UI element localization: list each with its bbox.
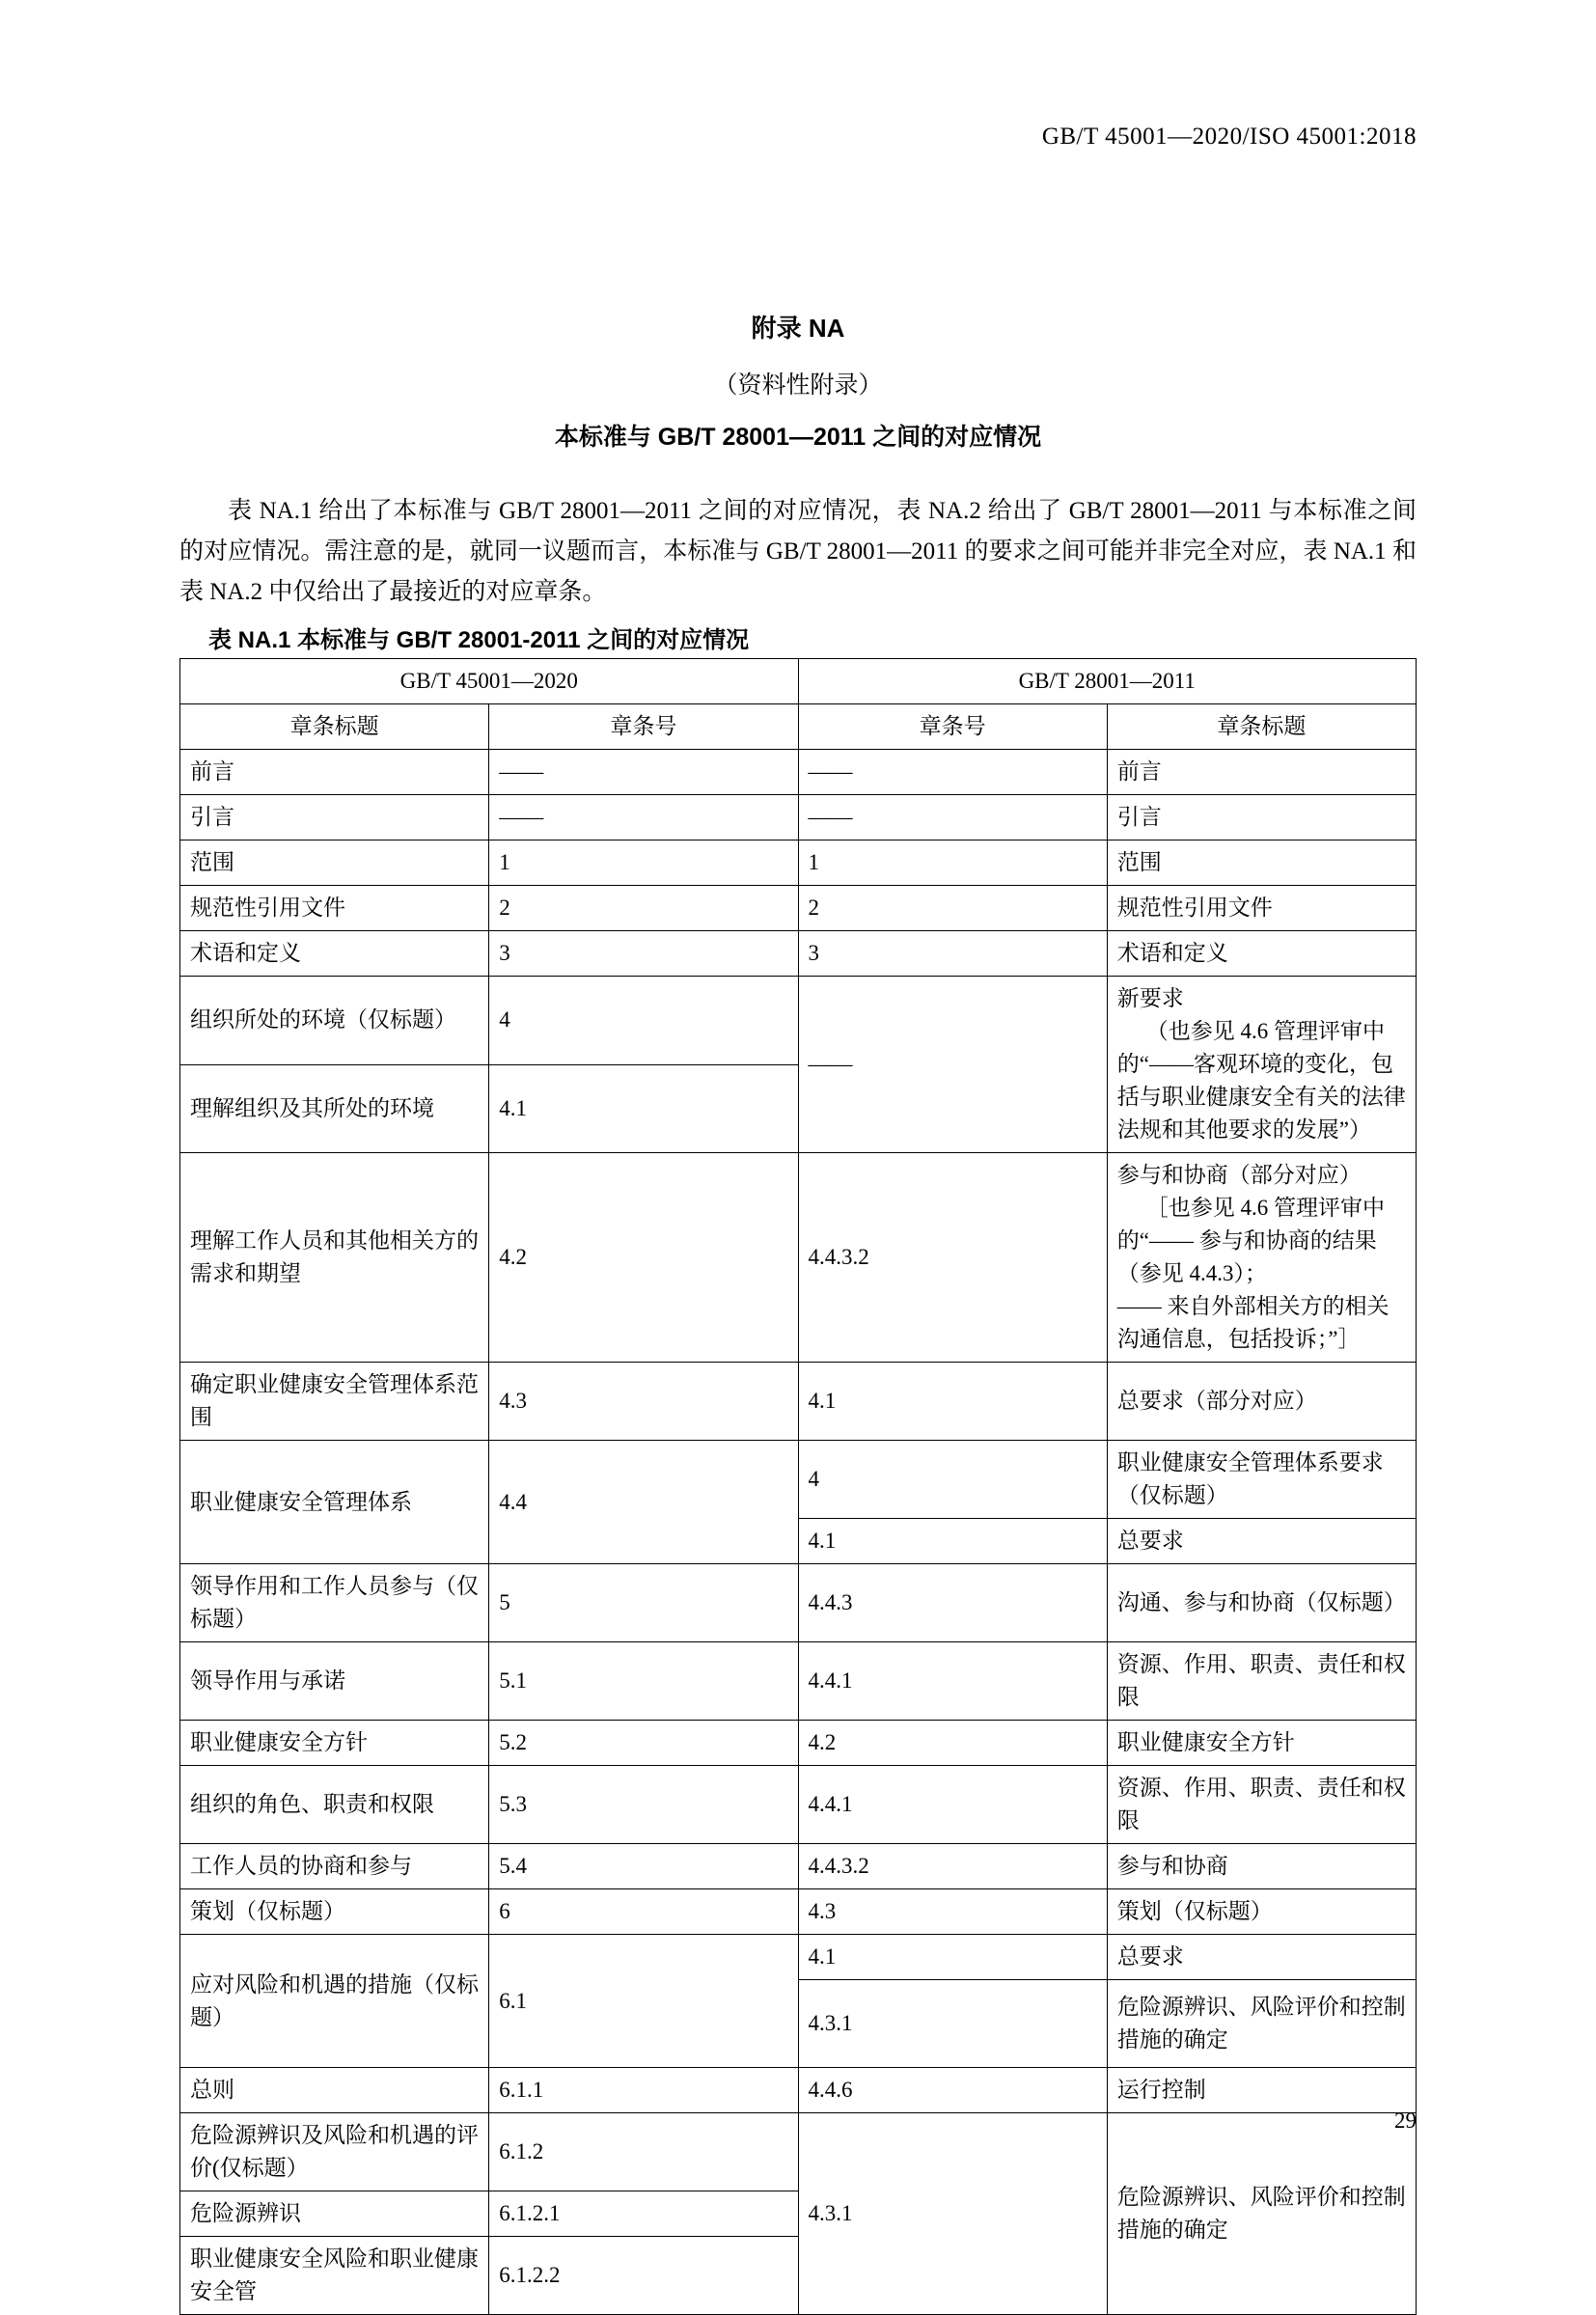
annex-heading: 本标准与 GB/T 28001—2011 之间的对应情况 (554, 424, 1042, 451)
cell-right-no: —— (798, 795, 1107, 841)
annex-subtitle: （资料性附录） (713, 372, 883, 399)
cell-right-no: 4.4.3.2 (798, 1844, 1107, 1889)
col-header-right-no: 章条号 (798, 704, 1107, 750)
table-row (180, 1935, 1417, 1980)
cell-right-title (1107, 1153, 1416, 1363)
cell-left-no: —— (489, 750, 798, 795)
cell-left-no: 5.3 (489, 1766, 798, 1844)
cell-right-title: 策划（仅标题） (1107, 1889, 1416, 1935)
cell-left-no: 2 (489, 886, 798, 931)
cell-left-no: 4 (489, 977, 798, 1065)
cell-right-title: 总要求 (1107, 1519, 1416, 1564)
cell-right-no: 4.3 (798, 1889, 1107, 1935)
cell-left-no: 5.2 (489, 1721, 798, 1766)
correspondence-table (179, 658, 1417, 2315)
cell-left-title: 前言 (180, 750, 489, 795)
table-caption: 表 NA.1 本标准与 GB/T 28001-2011 之间的对应情况 (208, 627, 750, 653)
cell-left-title: 总则 (180, 2068, 489, 2113)
cell-right-title: 规范性引用文件 (1107, 886, 1416, 931)
cell-right-title-merged (1107, 977, 1416, 1153)
cell-right-title: 引言 (1107, 795, 1416, 841)
cell-left-title: 规范性引用文件 (180, 886, 489, 931)
merged-line-2: ［也参见 4.6 管理评审中的“—— 参与和协商的结果（参见 4.4.3）； (1116, 1196, 1385, 1285)
cell-right-title: 危险源辨识、风险评价和控制措施的确定 (1107, 1980, 1416, 2068)
table-row (180, 2068, 1417, 2113)
table-row (180, 1721, 1417, 1766)
cell-right-no: 4.1 (798, 1935, 1107, 1980)
group-header-left: GB/T 45001—2020 (180, 659, 799, 704)
cell-left-no: 5 (489, 1564, 798, 1642)
cell-left-title: 应对风险和机遇的措施（仅标题） (180, 1935, 489, 2068)
cell-right-no: 4.4.6 (798, 2068, 1107, 2113)
cell-left-no: 6.1 (489, 1935, 798, 2068)
annex-title: 附录 NA (751, 314, 845, 343)
cell-right-no: 4.4.3.2 (798, 1153, 1107, 1363)
page-content (179, 309, 1417, 2315)
cell-right-title: 参与和协商 (1107, 1844, 1416, 1889)
cell-right-no: 4 (798, 1441, 1107, 1519)
page-header: GB/T 45001—2020/ISO 45001:2018 (1041, 124, 1417, 150)
cell-right-title: 职业健康安全方针 (1107, 1721, 1416, 1766)
cell-left-no: —— (489, 795, 798, 841)
table-row (180, 1363, 1417, 1441)
cell-left-no: 6.1.2.1 (489, 2191, 798, 2237)
page-number: 29 (1394, 2108, 1417, 2133)
table-row (180, 795, 1417, 841)
table-row (180, 841, 1417, 886)
cell-right-no: 4.2 (798, 1721, 1107, 1766)
cell-right-no: 1 (798, 841, 1107, 886)
cell-left-title: 领导作用和工作人员参与（仅标题） (180, 1564, 489, 1642)
cell-left-title: 工作人员的协商和参与 (180, 1844, 489, 1889)
cell-right-title: 前言 (1107, 750, 1416, 795)
col-header-right-title: 章条标题 (1107, 704, 1416, 750)
cell-left-title: 理解组织及其所处的环境 (180, 1064, 489, 1153)
cell-right-no: 4.1 (798, 1363, 1107, 1441)
cell-left-no: 4.1 (489, 1064, 798, 1153)
cell-right-no: 4.1 (798, 1519, 1107, 1564)
table-row (180, 977, 1417, 1065)
merged-line-1: 新要求 (1116, 986, 1184, 1010)
cell-right-title: 资源、作用、职责、责任和权限 (1107, 1642, 1416, 1721)
cell-left-title: 引言 (180, 795, 489, 841)
cell-right-no: 4.3.1 (798, 1980, 1107, 2068)
cell-left-title: 职业健康安全方针 (180, 1721, 489, 1766)
cell-right-no: 4.4.1 (798, 1642, 1107, 1721)
cell-right-no: 4.4.1 (798, 1766, 1107, 1844)
cell-left-no: 4.2 (489, 1153, 798, 1363)
cell-left-no: 5.1 (489, 1642, 798, 1721)
cell-right-no: 3 (798, 931, 1107, 977)
cell-right-no-merged: 4.3.1 (798, 2113, 1107, 2315)
col-header-left-no: 章条号 (489, 704, 798, 750)
cell-left-title: 理解工作人员和其他相关方的需求和期望 (180, 1153, 489, 1363)
col-header-left-title: 章条标题 (180, 704, 489, 750)
cell-left-title: 组织所处的环境（仅标题） (180, 977, 489, 1065)
cell-right-title: 范围 (1107, 841, 1416, 886)
cell-right-no: 4.4.3 (798, 1564, 1107, 1642)
cell-left-title: 范围 (180, 841, 489, 886)
cell-right-title: 沟通、参与和协商（仅标题） (1107, 1564, 1416, 1642)
cell-left-no: 6.1.2 (489, 2113, 798, 2191)
cell-left-title: 职业健康安全风险和职业健康安全管 (180, 2237, 489, 2315)
cell-right-no: 2 (798, 886, 1107, 931)
cell-right-title: 术语和定义 (1107, 931, 1416, 977)
table-row (180, 1564, 1417, 1642)
cell-left-title: 术语和定义 (180, 931, 489, 977)
cell-left-title: 危险源辨识及风险和机遇的评价(仅标题） (180, 2113, 489, 2191)
table-row (180, 1441, 1417, 1519)
merged-line-1: 参与和协商（部分对应） (1116, 1163, 1362, 1187)
cell-left-title: 危险源辨识 (180, 2191, 489, 2237)
table-row (180, 750, 1417, 795)
table-group-header-row (180, 659, 1417, 704)
cell-right-title: 总要求（部分对应） (1107, 1363, 1416, 1441)
cell-left-title: 策划（仅标题） (180, 1889, 489, 1935)
cell-left-no: 3 (489, 931, 798, 977)
cell-left-title: 领导作用与承诺 (180, 1642, 489, 1721)
merged-line-3: —— 来自外部相关方的相关沟通信息，包括投诉；”］ (1116, 1294, 1390, 1351)
table-row (180, 1766, 1417, 1844)
intro-paragraph: 表 NA.1 给出了本标准与 GB/T 28001—2011 之间的对应情况，表 NA.2 给出了 GB/T 28001—2011 与本标准之间的对应情况。需注意的是，就同一议题而言，本标准与 GB/T 28001—2011 的要求之间可能并非完全对应，表 NA.1 和表 NA.2 中仅给出了最接近的对应章条。 (179, 498, 1417, 605)
table-row (180, 1889, 1417, 1935)
cell-right-no-merged: —— (798, 977, 1107, 1153)
cell-left-no: 4.4 (489, 1441, 798, 1564)
table-row (180, 886, 1417, 931)
cell-left-no: 6.1.2.2 (489, 2237, 798, 2315)
cell-left-no: 4.3 (489, 1363, 798, 1441)
cell-right-title-merged: 危险源辨识、风险评价和控制措施的确定 (1107, 2113, 1416, 2315)
cell-right-title: 职业健康安全管理体系要求（仅标题） (1107, 1441, 1416, 1519)
cell-right-title: 资源、作用、职责、责任和权限 (1107, 1766, 1416, 1844)
table-row (180, 1844, 1417, 1889)
group-header-right: GB/T 28001—2011 (798, 659, 1417, 704)
cell-left-no: 6 (489, 1889, 798, 1935)
cell-right-no: —— (798, 750, 1107, 795)
cell-left-no: 5.4 (489, 1844, 798, 1889)
cell-left-title: 职业健康安全管理体系 (180, 1441, 489, 1564)
cell-left-title: 确定职业健康安全管理体系范围 (180, 1363, 489, 1441)
table-row (180, 931, 1417, 977)
table-row (180, 2113, 1417, 2191)
cell-right-title: 总要求 (1107, 1935, 1416, 1980)
table-column-header-row (180, 704, 1417, 750)
cell-left-no: 1 (489, 841, 798, 886)
cell-left-no: 6.1.1 (489, 2068, 798, 2113)
cell-right-title: 运行控制 (1107, 2068, 1416, 2113)
cell-left-title: 组织的角色、职责和权限 (180, 1766, 489, 1844)
table-row (180, 1642, 1417, 1721)
merged-line-2: （也参见 4.6 管理评审中的“——客观环境的变化，包括与职业健康安全有关的法律法规和其他要求的发展”） (1116, 1019, 1406, 1142)
table-row (180, 1153, 1417, 1363)
